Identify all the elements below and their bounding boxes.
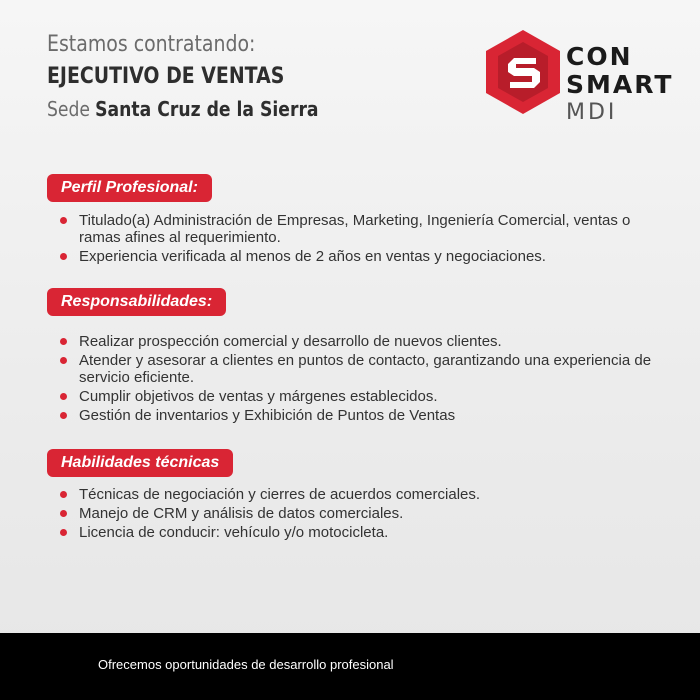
list-item: Titulado(a) Administración de Empresas, Marketing, Ingeniería Comercial, ventas o ramas afines al requerimiento. bbox=[60, 212, 670, 246]
section-responsibilities-title: Responsabilidades: bbox=[47, 288, 226, 316]
section-skills-title: Habilidades técnicas bbox=[47, 449, 233, 477]
list-item: Cumplir objetivos de ventas y márgenes establecidos. bbox=[60, 388, 670, 405]
location-city: Santa Cruz de la Sierra bbox=[95, 97, 319, 121]
location-line bbox=[47, 94, 319, 124]
skills-list bbox=[60, 486, 670, 543]
hiring-heading: Estamos contratando: bbox=[47, 32, 256, 57]
logo-word-con: CON bbox=[566, 42, 633, 71]
hexagon-s-logo-icon bbox=[484, 28, 562, 116]
list-item: Realizar prospección comercial y desarrollo de nuevos clientes. bbox=[60, 333, 670, 350]
footer-text: Ofrecemos oportunidades de desarrollo profesional bbox=[98, 657, 394, 672]
responsibilities-list bbox=[60, 333, 670, 426]
list-item: Técnicas de negociación y cierres de acuerdos comerciales. bbox=[60, 486, 670, 503]
list-item: Gestión de inventarios y Exhibición de Puntos de Ventas bbox=[60, 407, 670, 424]
footer-bar bbox=[0, 633, 700, 700]
logo-word-smart: SMART bbox=[566, 70, 674, 99]
job-title: EJECUTIVO DE VENTAS bbox=[47, 64, 285, 89]
logo-word-mdi: MDI bbox=[566, 100, 618, 125]
list-item: Manejo de CRM y análisis de datos comerciales. bbox=[60, 505, 670, 522]
company-logo bbox=[484, 28, 684, 125]
list-item: Atender y asesorar a clientes en puntos de contacto, garantizando una experiencia de servicio eficiente. bbox=[60, 352, 670, 386]
profile-list bbox=[60, 212, 670, 267]
header bbox=[47, 30, 363, 124]
list-item: Licencia de conducir: vehículo y/o motocicleta. bbox=[60, 524, 670, 541]
location-lead: Sede bbox=[47, 97, 90, 121]
list-item: Experiencia verificada al menos de 2 años en ventas y negociaciones. bbox=[60, 248, 670, 265]
section-profile-title: Perfil Profesional: bbox=[47, 174, 212, 202]
